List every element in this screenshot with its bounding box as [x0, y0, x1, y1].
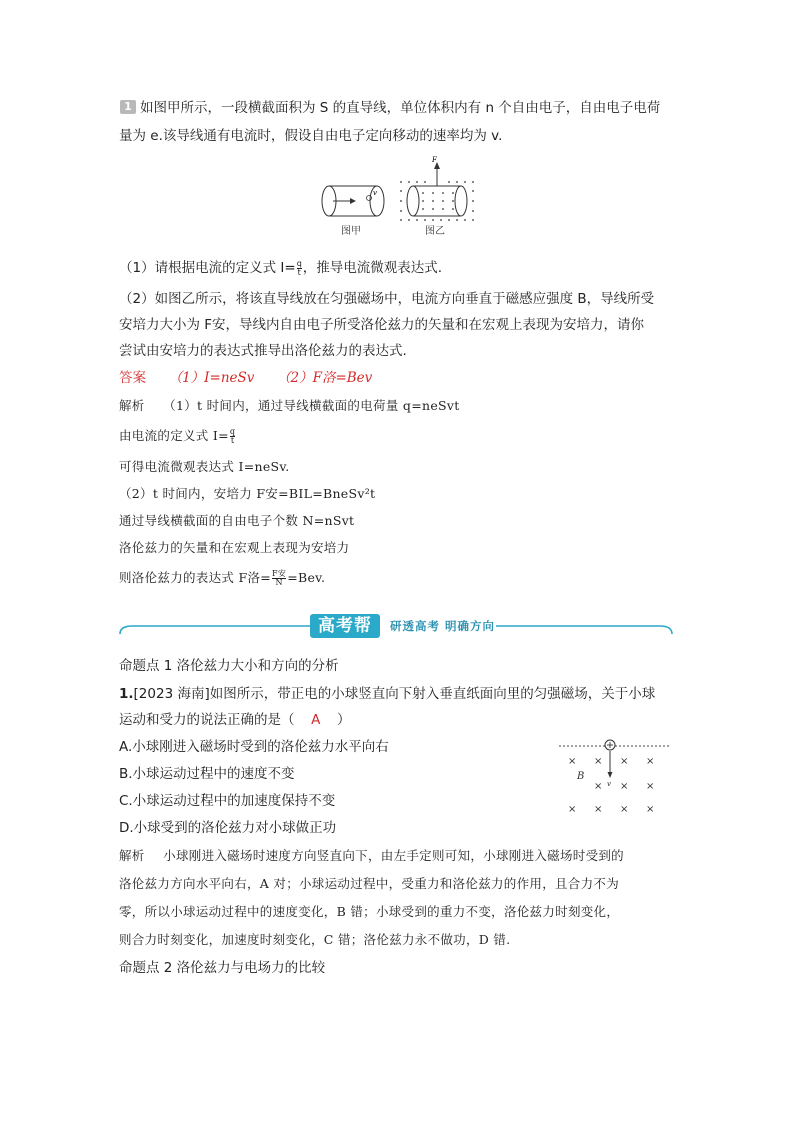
- solution-line3: 可得电流微观表达式 I=neSv.: [119, 459, 290, 474]
- figure-a-cylinder: [322, 186, 384, 216]
- velocity-label: v: [607, 780, 611, 788]
- solution-line2: 由电流的定义式 I= $\frac{q}{t}$: [119, 427, 236, 445]
- answer-line: [119, 368, 372, 388]
- option-b: B.小球运动过程中的速度不变: [119, 766, 295, 782]
- svg-text:×: ×: [594, 781, 603, 792]
- figure-force-label: F: [432, 156, 437, 164]
- question-2-line1: （2）如图乙所示，将该直导线放在匀强磁场中，电流方向垂直于磁感应强度 B，导线所受: [119, 291, 655, 307]
- answer-2: （2）F洛=Bev: [276, 370, 373, 386]
- section1-analysis-line4: 则合力时刻变化，加速度时刻变化，C 错；洛伦兹力永不做功，D 错.: [119, 932, 511, 947]
- solution-line4: （2）t 时间内，安培力 F安=BIL=BneSv²t: [119, 486, 376, 501]
- question-2-line3: 尝试由安培力的表达式推导出洛伦兹力的表达式.: [119, 343, 407, 359]
- svg-text:×: ×: [568, 756, 577, 767]
- solution-line7: 则洛伦兹力的表达式 F洛= $\frac{\text{F安}}{N}$ =Bev.: [119, 569, 326, 587]
- svg-text:v: v: [373, 189, 377, 197]
- magnetic-field-figure: [556, 736, 671, 818]
- svg-text:×: ×: [646, 756, 655, 767]
- section1-heading: 命题点 1 洛伦兹力大小和方向的分析: [119, 658, 339, 674]
- section1-question-line2: 运动和受力的说法正确的是（ A ）: [119, 712, 351, 728]
- fraction-q-over-t: $\frac{q}{t}$: [296, 258, 302, 277]
- svg-text:×: ×: [594, 804, 603, 815]
- option-a: A.小球刚进入磁场时受到的洛伦兹力水平向右: [119, 739, 389, 755]
- solution-line5: 通过导线横截面的自由电子个数 N=nSvt: [119, 513, 355, 528]
- banner-subtitle: 研透高考 明确方向: [390, 619, 496, 633]
- option-c: C.小球运动过程中的加速度保持不变: [119, 793, 336, 809]
- answer-1: （1）I=neSv: [168, 370, 255, 386]
- svg-text:×: ×: [646, 781, 655, 792]
- question-2-line2: 安培力大小为 F安，导线内自由电子所受洛伦兹力的矢量和在宏观上表现为安培力，请你: [119, 317, 645, 333]
- banner-title: 高考帮: [310, 614, 380, 638]
- problem-stem-line1: 如图甲所示，一段横截面积为 S 的直导线，单位体积内有 n 个自由电子，自由电子电荷: [140, 100, 661, 116]
- svg-text:×: ×: [594, 756, 603, 767]
- svg-text:×: ×: [646, 804, 655, 815]
- svg-text:×: ×: [568, 804, 577, 815]
- velocity-arrow-icon: [608, 772, 613, 778]
- svg-text:×: ×: [620, 756, 629, 767]
- svg-text:×: ×: [620, 804, 629, 815]
- section2-heading: 命题点 2 洛伦兹力与电场力的比较: [119, 960, 326, 976]
- figure-a-label: 图甲: [341, 226, 361, 237]
- figure-b-cylinder: [400, 156, 474, 221]
- figure-b-label: 图乙: [425, 226, 445, 237]
- solution-line1: 解析 （1）t 时间内，通过导线横截面的电荷量 q=neSvt: [119, 398, 460, 413]
- field-label-B: B: [577, 771, 585, 782]
- section1-question-line1: 1.[2023 海南]如图所示，带正电的小球竖直向下射入垂直纸面向里的匀强磁场，关于小球: [119, 686, 656, 702]
- section1-answer: A: [311, 712, 321, 728]
- section1-analysis-line1: 解析 小球刚进入磁场时速度方向竖直向下，由左手定则可知，小球刚进入磁场时受到的: [119, 848, 624, 863]
- field-cross-marks: [568, 756, 654, 815]
- answer-label: 答案: [119, 370, 146, 386]
- solution-line6: 洛伦兹力的矢量和在宏观上表现为安培力: [119, 540, 350, 555]
- section1-analysis-line2: 洛伦兹力方向水平向右，A 对；小球运动过程中，受重力和洛伦兹力的作用，且合力不为: [119, 876, 620, 891]
- svg-text:×: ×: [620, 781, 629, 792]
- option-d: D.小球受到的洛伦兹力对小球做正功: [119, 820, 337, 836]
- problem-number-badge: 1: [120, 100, 136, 114]
- problem-stem-line2: 量为 e.该导线通有电流时，假设自由电子定向移动的速率均为 v.: [119, 128, 503, 144]
- section1-analysis-line3: 零，所以小球运动过程中的速度变化，B 错；小球受到的重力不变，洛伦兹力时刻变化，: [119, 904, 620, 919]
- question-1: （1）请根据电流的定义式 I= $\frac{q}{t}$ ，推导电流微观表达式.: [119, 258, 443, 277]
